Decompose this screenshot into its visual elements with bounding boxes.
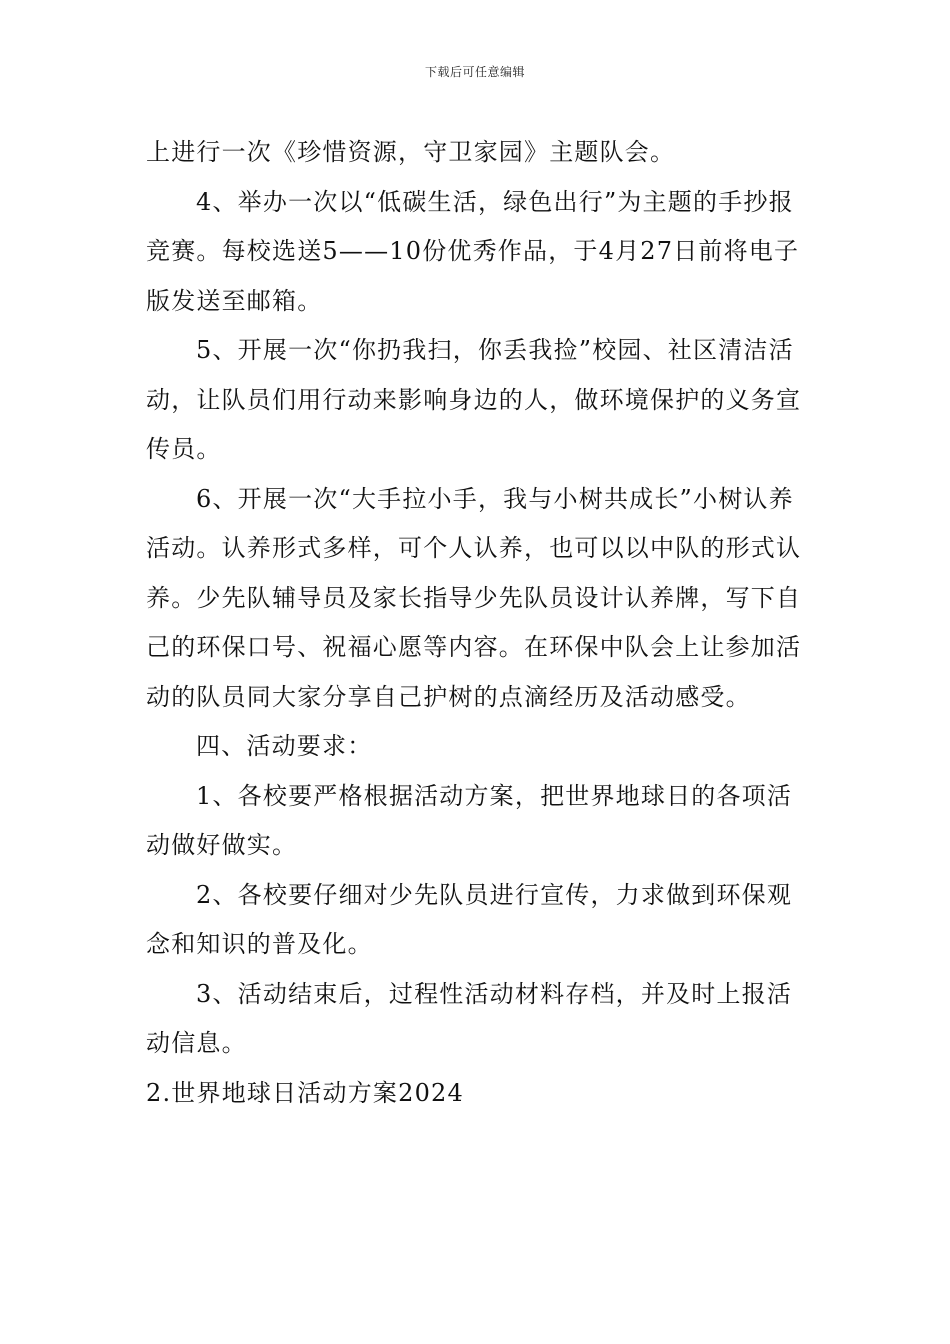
section-heading-requirements: 四、活动要求：	[196, 732, 373, 760]
page-header: 下载后可任意编辑	[424, 65, 525, 79]
document-body	[146, 128, 810, 1118]
requirement-item-3: 3、活动结束后，过程性活动材料存档，并及时上报活动信息。	[146, 979, 793, 1057]
requirement-item-2: 2、各校要仔细对少先队员进行宣传，力求做到环保观念和知识的普及化。	[146, 880, 793, 958]
paragraph-continuation: 上进行一次《珍惜资源，守卫家园》主题队会。	[146, 138, 676, 166]
next-section-title: 2.世界地球日活动方案2024	[146, 1078, 464, 1107]
paragraph-item-5: 5、开展一次“你扔我扫，你丢我捡”校园、社区清洁活动，让队员们用行动来影响身边的人，做环境保护的义务宣传员。	[146, 336, 802, 463]
paragraph-item-4: 4、举办一次以“低碳生活，绿色出行”为主题的手抄报竞赛。每校选送5——10份优秀作品，于4月27日前将电子版发送至邮箱。	[146, 187, 800, 315]
requirement-item-1: 1、各校要严格根据活动方案，把世界地球日的各项活动做好做实。	[146, 781, 793, 859]
paragraph-item-6: 6、开展一次“大手拉小手，我与小树共成长”小树认养活动。认养形式多样，可个人认养，也可以以中队的形式认养。少先队辅导员及家长指导少先队员设计认养牌，写下自己的环保口号、祝福心愿等内容。在环保中队会上让参加活动的队员同大家分享自己护树的点滴经历及活动感受。	[146, 484, 802, 711]
